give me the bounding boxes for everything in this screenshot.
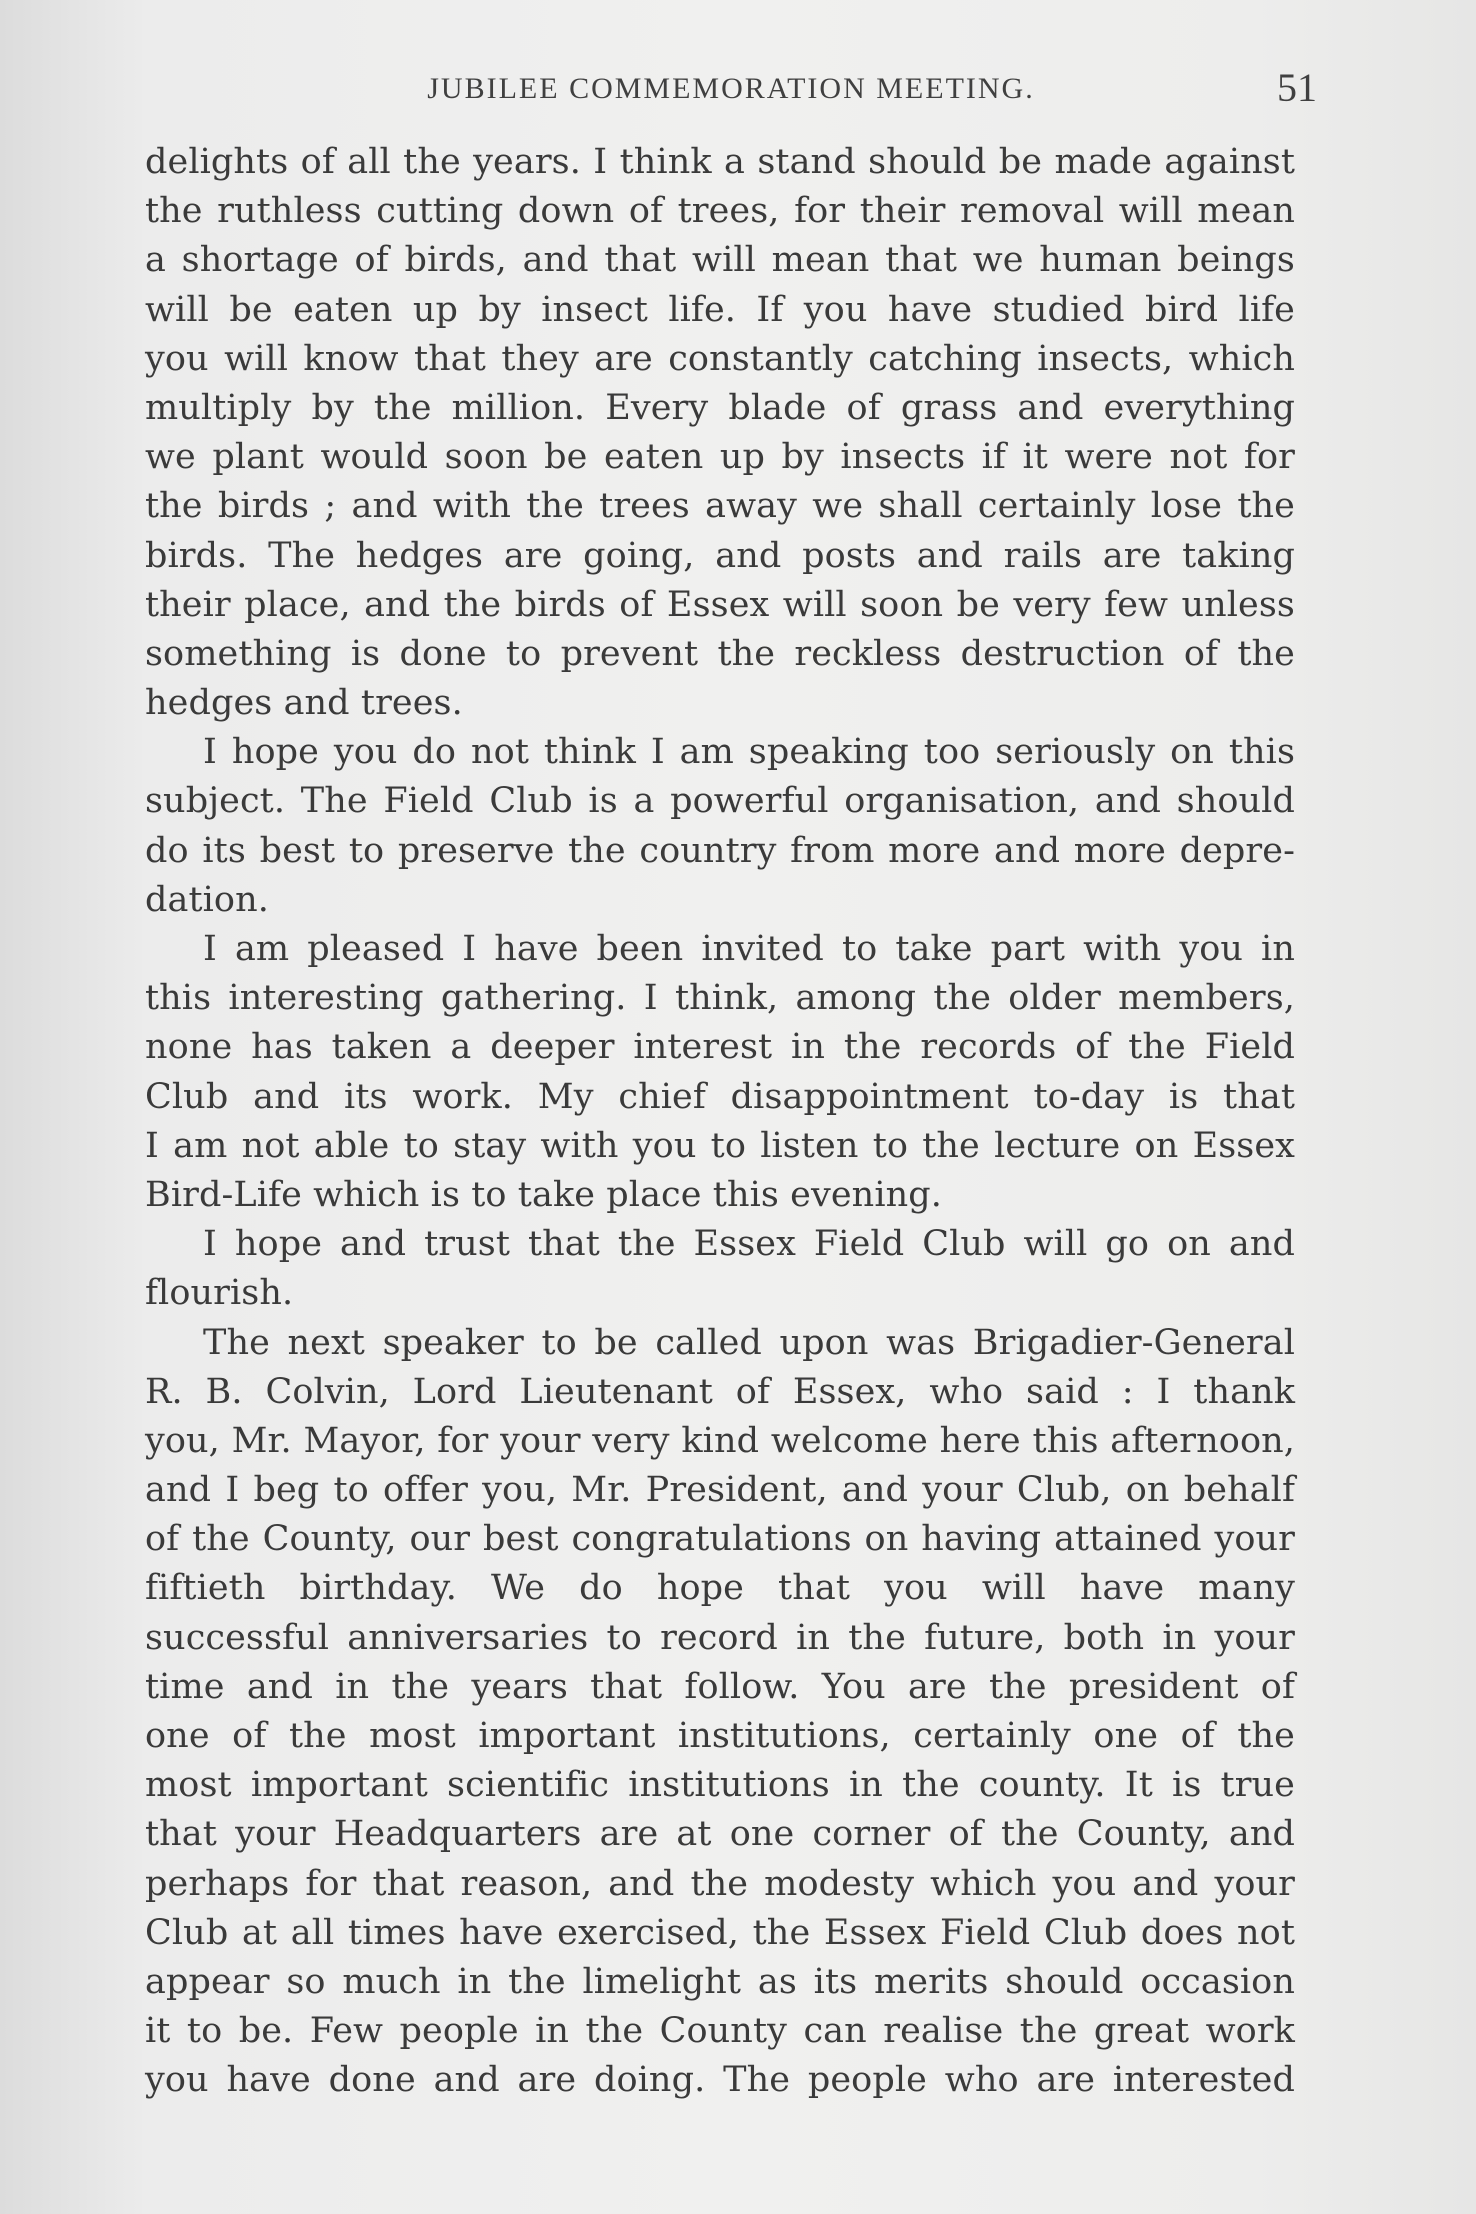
text-line: do its best to preserve the country from more and more depre- bbox=[145, 830, 1295, 871]
text-line: their place, and the birds of Essex will soon be very few unless bbox=[145, 584, 1295, 625]
text-line: successful anniversaries to record in the future, both in your bbox=[145, 1617, 1295, 1658]
text-line: a shortage of birds, and that will mean that we human beings bbox=[145, 240, 1295, 281]
text-line: and I beg to offer you, Mr. President, and your Club, on behalf bbox=[145, 1470, 1295, 1511]
text-line: multiply by the million. Every blade of grass and everything bbox=[145, 387, 1295, 428]
text-line: the birds ; and with the trees away we shall certainly lose the bbox=[145, 486, 1295, 527]
text-line: none has taken a deeper interest in the records of the Field bbox=[145, 1027, 1295, 1068]
text-line: you, Mr. Mayor, for your very kind welcome here this afternoon, bbox=[145, 1420, 1295, 1461]
page-number: 51 bbox=[1277, 65, 1317, 110]
running-head bbox=[145, 62, 1317, 122]
text-line: Bird-Life which is to take place this evening. bbox=[145, 1174, 942, 1215]
running-title: JUBILEE COMMEMORATION MEETING. bbox=[427, 72, 1035, 105]
text-line: this interesting gathering. I think, among the older members, bbox=[145, 978, 1295, 1019]
text-line: The next speaker to be called upon was Brigadier-General bbox=[203, 1322, 1295, 1363]
text-line: of the County, our best congratulations on having attained your bbox=[145, 1519, 1295, 1560]
text-line: time and in the years that follow. You are the president of bbox=[145, 1666, 1295, 1707]
text-line: delights of all the years. I think a stand should be made against bbox=[145, 142, 1295, 182]
text-line: hedges and trees. bbox=[145, 683, 463, 724]
body-text bbox=[145, 138, 1295, 2106]
text-line: fiftieth birthday. We do hope that you will have many bbox=[145, 1568, 1295, 1609]
text-line: I am not able to stay with you to listen to the lecture on Essex bbox=[145, 1125, 1295, 1166]
text-line: something is done to prevent the reckless destruction of the bbox=[145, 633, 1295, 674]
text-line: I hope you do not think I am speaking too seriously on this bbox=[203, 732, 1295, 773]
text-line: birds. The hedges are going, and posts and rails are taking bbox=[145, 535, 1295, 576]
text-line: you have done and are doing. The people who are interested bbox=[145, 2060, 1295, 2101]
text-line: appear so much in the limelight as its merits should occasion bbox=[145, 1961, 1295, 2002]
text-line: dation. bbox=[145, 879, 269, 920]
text-line: R. B. Colvin, Lord Lieutenant of Essex, who said : I thank bbox=[145, 1371, 1295, 1412]
text-line: you will know that they are constantly catching insects, which bbox=[145, 338, 1295, 379]
text-line: Club at all times have exercised, the Essex Field Club does not bbox=[145, 1912, 1295, 1953]
text-line: perhaps for that reason, and the modesty which you and your bbox=[145, 1863, 1295, 1904]
text-line: the ruthless cutting down of trees, for their removal will mean bbox=[145, 191, 1295, 232]
text-line: will be eaten up by insect life. If you have studied bird life bbox=[145, 289, 1295, 330]
text-line: Club and its work. My chief disappointment to-day is that bbox=[145, 1076, 1295, 1117]
text-line: most important scientific institutions in the county. It is true bbox=[145, 1765, 1295, 1806]
text-line: subject. The Field Club is a powerful organisation, and should bbox=[145, 781, 1295, 822]
text-line: flourish. bbox=[145, 1273, 294, 1314]
text-line: I hope and trust that the Essex Field Club will go on and bbox=[203, 1224, 1295, 1265]
text-line: I am pleased I have been invited to take part with you in bbox=[203, 929, 1295, 969]
text-line: one of the most important institutions, certainly one of the bbox=[145, 1716, 1295, 1756]
text-line: we plant would soon be eaten up by insects if it were not for bbox=[145, 437, 1295, 478]
text-line: it to be. Few people in the County can realise the great work bbox=[145, 2011, 1295, 2052]
text-line: that your Headquarters are at one corner of the County, and bbox=[145, 1814, 1295, 1855]
